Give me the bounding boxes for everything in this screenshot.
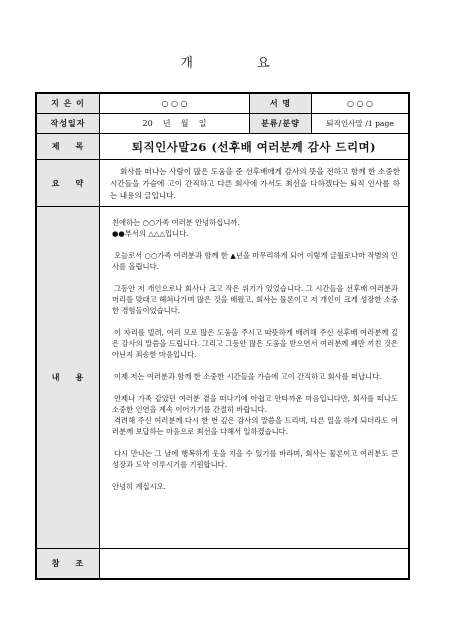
category-label: 분류/분량: [249, 114, 311, 133]
content-paragraph: 안녕히 계십시오.: [112, 482, 166, 491]
signature-label: 서 명: [249, 94, 311, 113]
summary-row: [37, 160, 408, 207]
author-value: ○ ○ ○: [99, 94, 249, 113]
summary-text: 회사를 떠나는 사람이 많은 도움을 준 선후배에게 감사의 뜻을 전하고 함께 한 소중한 시간들을 가슴에 고이 간직하고 다른 회사에 가서도 최선을 다하겠다는 퇴직 인사를 하는 내용의 글입니다.: [99, 160, 408, 206]
reference-row: [37, 549, 408, 578]
content-label: 내 용: [37, 207, 99, 548]
date-label: 작성일자: [37, 114, 99, 133]
content-paragraph: 오늘로서 ○○가족 여러분과 함께 한 ▲년을 마무리하게 되어 이렇게 글월로나마 작별의 인사를 올립니다.: [112, 251, 398, 271]
category-value: 퇴직인사말 /1 page: [311, 114, 408, 133]
reference-value: [99, 549, 408, 578]
content-paragraph: 그동안 저 개인으로나 회사나 크고 작은 위기가 있었습니다. 그 시간들을 선후배 여러분과 머리를 맞대고 헤쳐나가며 많은 것을 배웠고, 회사는 물론이고 저 개인이 크게 성장한 소중한 경험들이었습니다.: [112, 284, 398, 315]
content-paragraph: ●●부서의 △△△입니다.: [112, 229, 189, 238]
author-label: 지 은 이: [37, 94, 99, 113]
content-body: [99, 207, 408, 548]
content-paragraph: 언제나 가족 같았던 여러분 곁을 떠나기에 아쉽고 안타까운 마음입니다만, 회사를 떠나도 소중한 인연을 계속 이어가기를 간절히 바랍니다.: [112, 394, 398, 414]
reference-label: 참 조: [37, 549, 99, 578]
signature-value: ○ ○ ○: [311, 94, 408, 113]
subject-label: 제 목: [37, 134, 99, 159]
content-paragraph: 이제 저는 여러분과 함께 한 소중한 시간들을 가슴에 고이 간직하고 회사를 떠납니다.: [114, 372, 382, 381]
subject-value: 퇴직인사말26 (선후배 여러분께 감사 드리며): [99, 134, 408, 159]
document-title: 개 요: [180, 56, 300, 71]
summary-form: [35, 92, 410, 580]
content-paragraph: 격려해 주신 여러분께 다시 한 번 깊은 감사의 말씀을 드리며, 다른 일을 하게 되더라도 여러분께 보답하는 마음으로 최선을 다해서 일하겠습니다.: [112, 416, 398, 436]
summary-label: 요 약: [37, 160, 99, 206]
content-row: [37, 207, 408, 549]
author-row: [37, 94, 408, 114]
subject-row: [37, 134, 408, 160]
date-value: 20 년 월 일: [99, 114, 249, 133]
content-paragraph: 다시 만나는 그 날에 행복하게 웃을 지을 수 있기를 바라며, 회사는 물론이고 여러분도 큰 성장과 도약 이루시기를 기원합니다.: [112, 449, 398, 469]
content-paragraph: 친애하는 ○○가족 여러분 안녕하십니까.: [112, 218, 240, 227]
date-row: [37, 114, 408, 134]
content-paragraph: 이 자리를 빌려, 여러 모로 많은 도움을 주시고 따뜻하게 배려해 주신 선후배 여러분께 깊은 감사의 말씀을 드립니다. 그리고 그동안 많은 도움을 받으면서 여러분께 폐만 끼친 것은 아닌지 죄송한 마음입니다.: [112, 328, 398, 359]
